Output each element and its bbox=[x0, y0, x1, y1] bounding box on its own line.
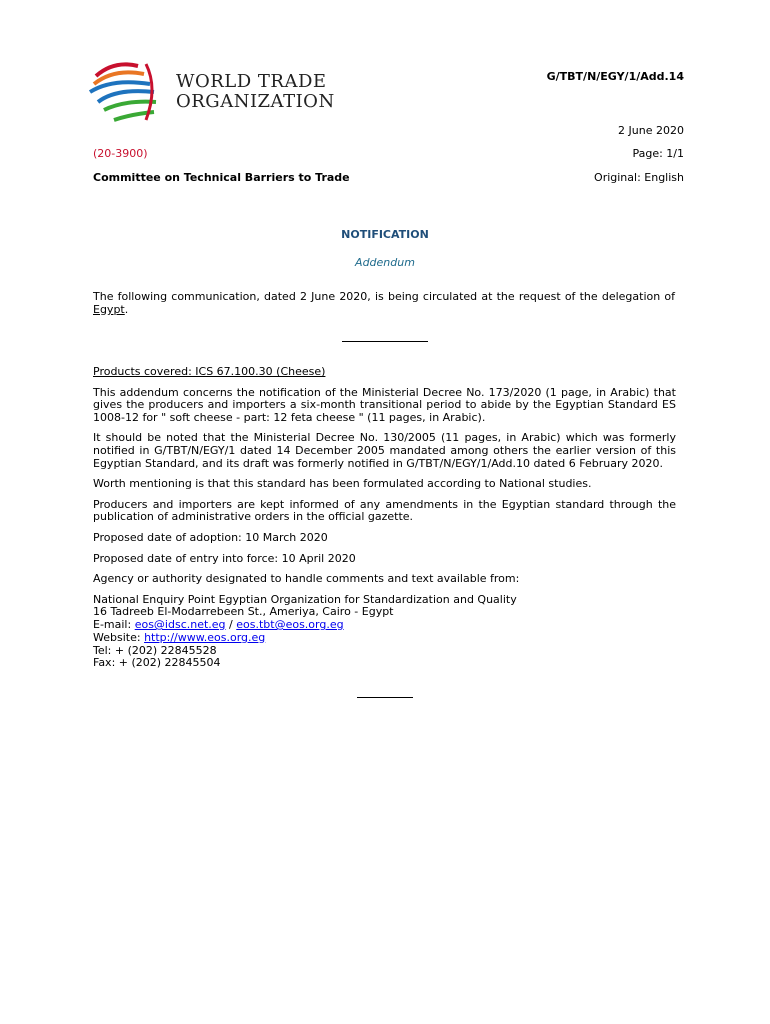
adoption-date: Proposed date of adoption: 10 March 2020 bbox=[93, 530, 328, 544]
divider-bottom bbox=[357, 697, 413, 698]
divider-top bbox=[342, 341, 428, 342]
document-symbol: G/TBT/N/EGY/1/Add.14 bbox=[546, 70, 684, 83]
contact-tel: Tel: + (202) 22845528 bbox=[93, 643, 217, 657]
contact-name: National Enquiry Point Egyptian Organization for Standardization and Quality bbox=[93, 592, 517, 606]
paragraph-3: Worth mentioning is that this standard has been formulated according to National studies. bbox=[93, 477, 592, 491]
agency-intro: Agency or authority designated to handle comments and text available from: bbox=[93, 572, 520, 586]
contact-block bbox=[93, 594, 676, 670]
document-date: 2 June 2020 bbox=[618, 124, 684, 137]
addendum-subtitle: Addendum bbox=[355, 256, 415, 269]
notification-body bbox=[93, 366, 676, 670]
wto-logo bbox=[84, 58, 334, 128]
contact-email: E-mail: eos@idsc.net.eg / eos.tbt@eos.org.eg bbox=[93, 618, 344, 632]
org-name-line2: ORGANIZATION bbox=[176, 91, 335, 112]
contact-address: 16 Tadreeb El-Modarrebeen St., Ameriya, Cairo - Egypt bbox=[93, 605, 394, 619]
wto-emblem-icon bbox=[84, 58, 164, 128]
email-link-1[interactable]: eos@idsc.net.eg bbox=[134, 618, 226, 632]
reference-number: (20-3900) bbox=[93, 147, 148, 160]
website-link[interactable]: http://www.eos.org.eg bbox=[144, 630, 266, 644]
paragraph-1: This addendum concerns the notification of the Ministerial Decree No. 173/2020 (1 page, in Arabic) that gives the producers and importers a six-month transitional period to abide by the Egyptian Standard ES 1008-12 for " soft cheese - part: 12 feta cheese " (11 pages, in Arabic). bbox=[93, 385, 676, 424]
page-number: Page: 1/1 bbox=[632, 147, 684, 160]
entry-into-force-date: Proposed date of entry into force: 10 April 2020 bbox=[93, 551, 356, 565]
paragraph-4: Producers and importers are kept informed of any amendments in the Egyptian standard through the publication of administrative orders in the official gazette. bbox=[93, 497, 676, 524]
notification-title: NOTIFICATION bbox=[341, 228, 429, 241]
intro-country: Egypt bbox=[93, 303, 125, 316]
intro-text: The following communication, dated 2 June 2020, is being circulated at the request of the delegation of bbox=[93, 290, 675, 303]
org-name-line1: WORLD TRADE bbox=[176, 71, 327, 92]
email-link-2[interactable]: eos.tbt@eos.org.eg bbox=[236, 618, 344, 632]
contact-fax: Fax: + (202) 22845504 bbox=[93, 656, 221, 670]
intro-paragraph bbox=[93, 290, 675, 316]
committee-name: Committee on Technical Barriers to Trade bbox=[93, 171, 350, 184]
products-covered: Products covered: ICS 67.100.30 (Cheese) bbox=[93, 365, 326, 378]
paragraph-2: It should be noted that the Ministerial Decree No. 130/2005 (11 pages, in Arabic) which was formerly notified in G/TBT/N/EGY/1 dated 14 December 2005 mandated among others the earlier version of this Egyptian Standard, and its draft was formerly notified in G/TBT/N/EGY/1/Add.10 dated 6 February 2020. bbox=[93, 431, 676, 470]
original-language: Original: English bbox=[594, 171, 684, 184]
intro-end: . bbox=[124, 303, 129, 316]
wto-logo-text bbox=[176, 72, 335, 112]
contact-website: Website: http://www.eos.org.eg bbox=[93, 630, 266, 644]
